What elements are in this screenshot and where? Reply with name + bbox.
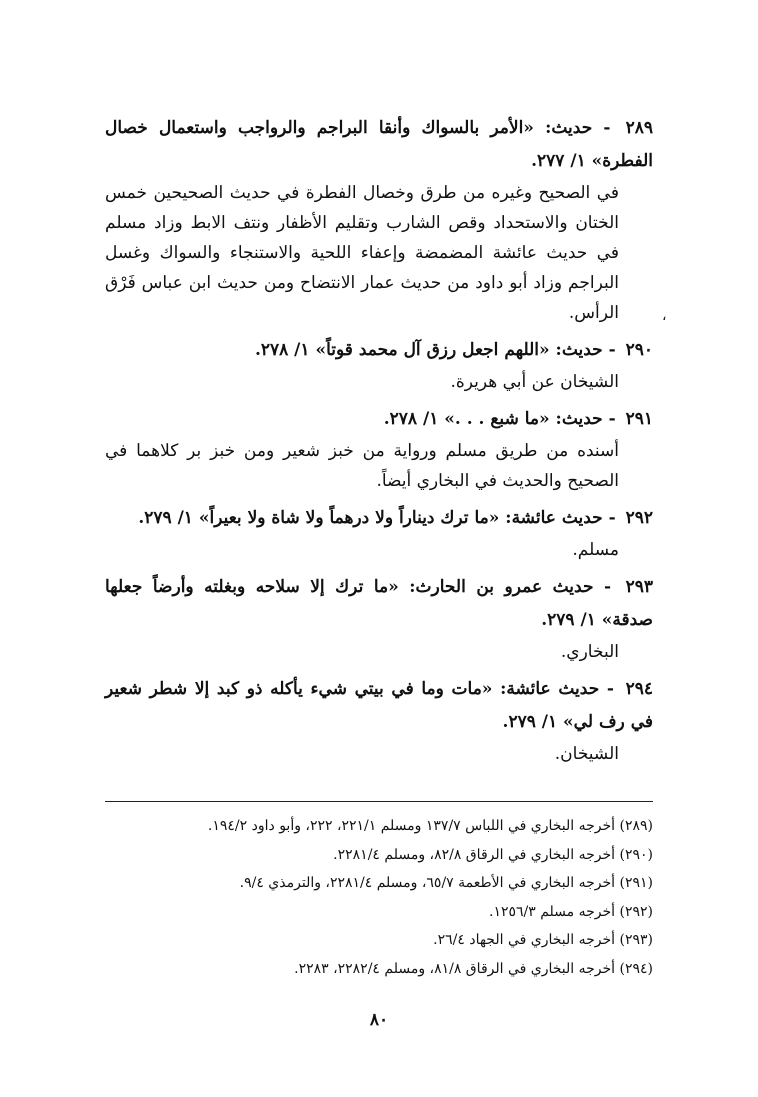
hadith-entry-290 (105, 334, 653, 397)
hadith-takhrij: الشيخان. (554, 744, 619, 764)
footnote-292: (٢٩٢) أخرجه مسلم ١٢٥٦/٣. (489, 903, 653, 920)
hadith-entry-289 (105, 112, 653, 328)
hadith-number: ٢٩٢ (625, 508, 653, 528)
hadith-heading: ٢٩٢ - حديث عائشة: «ما ترك ديناراً ولا درهماً ولا شاة ولا بعيراً» ١/ ٢٧٩. (138, 508, 653, 528)
hadith-title: حديث: «الأمر بالسواك وأنقا البراجم والرواجب واستعمال خصال الفطرة» (105, 118, 653, 171)
hadith-entry-294 (105, 673, 653, 769)
hadith-title: حديث عائشة: «مات وما في بيتي شيء يأكله ذو كبد إلا شطر شعير في رف لي» (105, 679, 653, 732)
hadith-list (105, 112, 653, 775)
hadith-heading: ٢٨٩ - حديث: «الأمر بالسواك وأنقا البراجم والرواجب واستعمال خصال الفطرة» ١/ ٢٧٧. (105, 118, 653, 171)
footnote-289: (٢٨٩) أخرجه البخاري في اللباس ١٣٧/٧ ومسلم ٢٢١/١، ٢٢٢، وأبو داود ١٩٤/٢. (207, 818, 653, 834)
hadith-heading: ٢٩٤ - حديث عائشة: «مات وما في بيتي شيء يأكله ذو كبد إلا شطر شعير في رف لي» ١/ ٢٧٩. (105, 679, 653, 732)
hadith-heading: ٢٩١ - حديث: «ما شبع . . .» ١/ ٢٧٨. (383, 409, 653, 429)
hadith-number: ٢٩١ (625, 409, 653, 429)
hadith-number: ٢٩٣ (625, 577, 653, 597)
hadith-entry-292 (105, 502, 653, 565)
hadith-takhrij: البخاري. (560, 642, 619, 662)
hadith-entry-291 (105, 403, 653, 496)
hadith-takhrij: في الصحيح وغيره من طرق وخصال الفطرة في حديث الصحيحين خمس الختان والاستحداد وقص الشارب وتقليم الأظفار ونتف الابط وزاد مسلم في حديث عائشة المضمضة وإعفاء اللحية والاستنجاء والسواك وغسل البراجم وزاد أبو داود من حديث عمار الانتضاح ومن حديث ابن عباس فَرْق الرأس. (105, 183, 619, 323)
hadith-heading: ٢٩٠ - حديث: «اللهم اجعل رزق آل محمد قوتاً» ١/ ٢٧٨. (254, 340, 653, 360)
hadith-number: ٢٩٤ (625, 679, 653, 699)
hadith-reference: ١/ ٢٧٧. (531, 151, 586, 171)
hadith-takhrij: أسنده من طريق مسلم ورواية من خبز شعير ومن خبز بر كلاهما في الصحيح والحديث في البخاري أيضاً. (105, 441, 619, 491)
hadith-reference: ١/ ٢٧٩. (502, 712, 558, 732)
hadith-entry-293 (105, 571, 653, 667)
footnote-293: (٢٩٣) أخرجه البخاري في الجهاد ٢٦/٤. (433, 932, 653, 948)
hadith-takhrij: مسلم. (572, 540, 619, 560)
hadith-title: حديث عمرو بن الحارث: «ما ترك إلا سلاحه وبغلته وأرضاً جعلها صدقة» (105, 577, 653, 630)
footnote-divider (105, 801, 653, 802)
hadith-number: ٢٨٩ (625, 118, 653, 138)
hadith-reference: ١/ ٢٧٩. (541, 610, 596, 630)
footnote-290: (٢٩٠) أخرجه البخاري في الرقاق ٨٢/٨، ومسلم ٢٢٨١/٤. (333, 846, 653, 863)
footnotes (105, 812, 653, 983)
footnote-294: (٢٩٤) أخرجه البخاري في الرقاق ٨١/٨، ومسلم ٢٢٨٢/٤، ٢٢٨٣. (294, 960, 653, 977)
footnote-291: (٢٩١) أخرجه البخاري في الأطعمة ٦٥/٧، ومسلم ٢٢٨١/٤، والترمذي ٩/٤. (239, 875, 653, 891)
margin-mark: ، (662, 308, 667, 324)
hadith-reference: ١/ ٢٧٩. (138, 508, 193, 528)
page-number: ٨٠ (369, 1010, 389, 1030)
hadith-takhrij: الشيخان عن أبي هريرة. (450, 372, 619, 392)
hadith-title: حديث عائشة: «ما ترك ديناراً ولا درهماً ولا شاة ولا بعيراً» (198, 508, 603, 528)
hadith-title: حديث: «ما شبع . . .» (444, 409, 603, 429)
hadith-reference: ١/ ٢٧٨. (254, 340, 310, 360)
hadith-reference: ١/ ٢٧٨. (383, 409, 439, 429)
hadith-heading: ٢٩٣ - حديث عمرو بن الحارث: «ما ترك إلا سلاحه وبغلته وأرضاً جعلها صدقة» ١/ ٢٧٩. (105, 577, 653, 630)
hadith-number: ٢٩٠ (625, 340, 653, 360)
hadith-title: حديث: «اللهم اجعل رزق آل محمد قوتاً» (315, 340, 603, 360)
